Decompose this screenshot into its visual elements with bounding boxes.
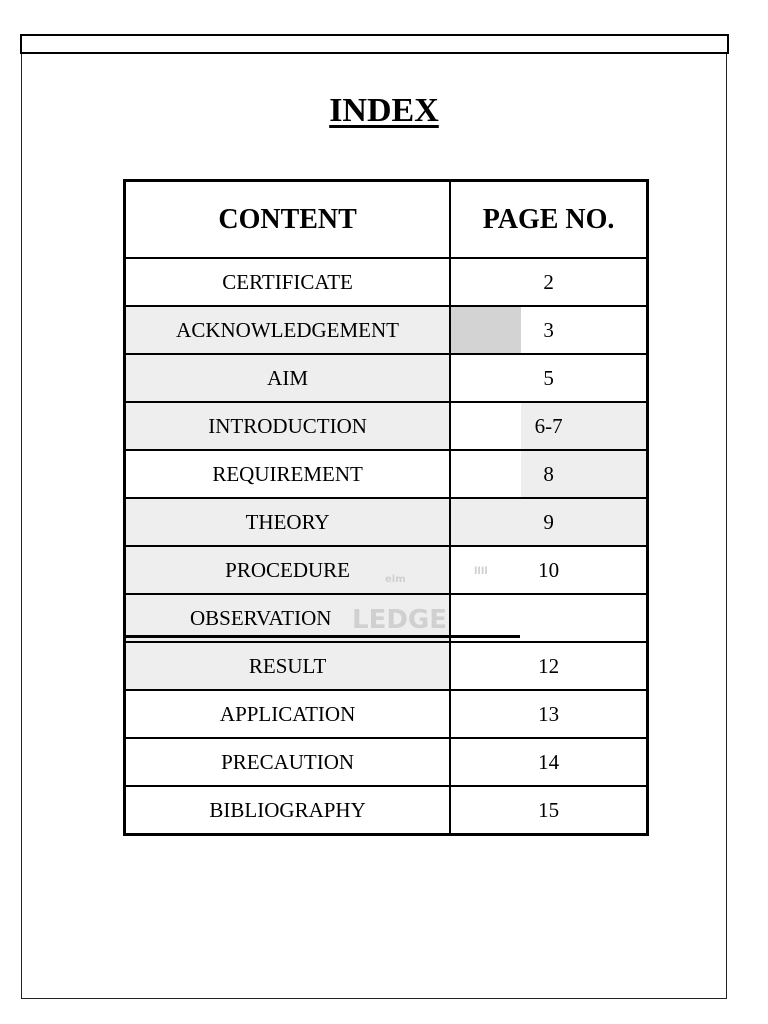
row-page: 13 — [450, 690, 647, 738]
row-page: 9 — [450, 498, 647, 546]
row-content: ACKNOWLEDGEMENT — [125, 306, 451, 354]
row-content: BIBLIOGRAPHY — [125, 786, 451, 835]
page-title: INDEX — [329, 92, 439, 129]
row-page: 3 — [450, 306, 647, 354]
row-content: CERTIFICATE — [125, 258, 451, 306]
table-row — [125, 402, 648, 450]
header-content: CONTENT — [125, 181, 451, 259]
watermark-mark: llll — [474, 566, 488, 577]
row-page: 10 — [450, 546, 647, 594]
row-page: 5 — [450, 354, 647, 402]
row-content: APPLICATION — [125, 690, 451, 738]
header-page-no: PAGE NO. — [450, 181, 647, 259]
row-page: 8 — [450, 450, 647, 498]
table-row — [125, 690, 648, 738]
table-row — [125, 546, 648, 594]
watermark-text: LEDGE — [352, 605, 448, 635]
table-header-row — [125, 181, 648, 259]
table-row — [125, 354, 648, 402]
row-content: INTRODUCTION — [125, 402, 451, 450]
observation-underline — [126, 635, 520, 638]
row-page: 6-7 — [450, 402, 647, 450]
table-row — [125, 498, 648, 546]
row-content: THEORY — [125, 498, 451, 546]
row-content: RESULT — [125, 642, 451, 690]
row-content: REQUIREMENT — [125, 450, 451, 498]
table-row — [125, 786, 648, 835]
table-row — [125, 258, 648, 306]
table-row — [125, 306, 648, 354]
table-row — [125, 738, 648, 786]
row-content: OBSERVATION — [125, 594, 451, 642]
table-row — [125, 450, 648, 498]
row-content: AIM — [125, 354, 451, 402]
row-page: 12 — [450, 642, 647, 690]
table-row — [125, 642, 648, 690]
header-band — [20, 34, 729, 54]
row-content: PROCEDURE — [125, 546, 451, 594]
row-content: PRECAUTION — [125, 738, 451, 786]
index-table — [123, 179, 649, 836]
row-page: 2 — [450, 258, 647, 306]
row-page: 14 — [450, 738, 647, 786]
watermark-mark: elm — [385, 574, 406, 585]
row-page: 15 — [450, 786, 647, 835]
